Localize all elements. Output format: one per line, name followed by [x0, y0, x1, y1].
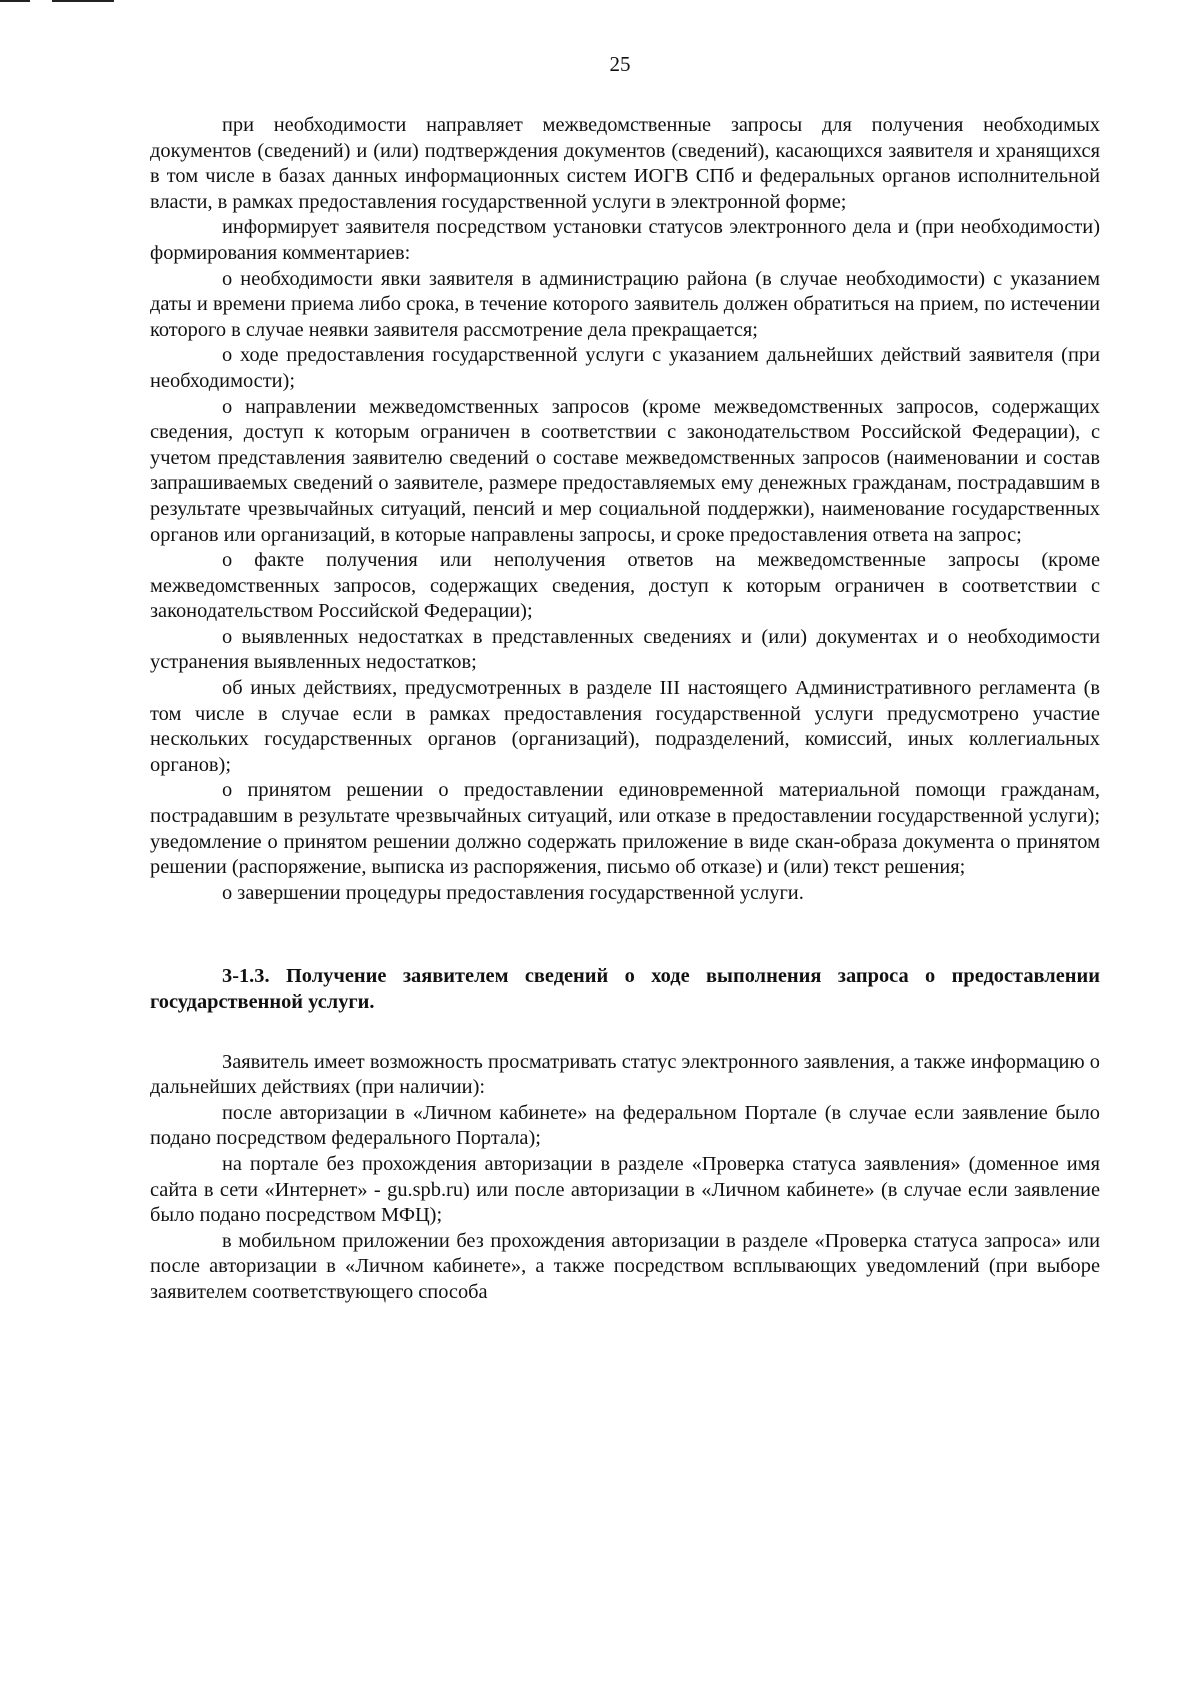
scan-corner-mark: [0, 0, 120, 3]
body-paragraph: о выявленных недостатках в представленных сведениях и (или) документах и о необходимости устранения выявленных недостатков;: [150, 625, 1100, 674]
body-paragraph: об иных действиях, предусмотренных в разделе III настоящего Административного регламента (в том числе в случае если в рамках предоставления государственной услуги предусмотрено участие нескольких государственных органов (организаций), подразделений, комиссий, иных коллегиальных органов);: [150, 677, 1100, 776]
body-paragraph: о необходимости явки заявителя в администрацию района (в случае необходимости) с указанием даты и времени приема либо срока, в течение которого заявитель должен обратиться на прием, по истечении которого в случае неявки заявителя рассмотрение дела прекращается;: [150, 267, 1100, 341]
body-paragraph: о завершении процедуры предоставления государственной услуги.: [222, 881, 804, 904]
body-paragraph: после авторизации в «Личном кабинете» на федеральном Портале (в случае если заявление было подано посредством федерального Портала);: [150, 1101, 1100, 1150]
scan-corner-mark-segment: [0, 0, 30, 2]
section-heading: 3-1.3. Получение заявителем сведений о ходе выполнения запроса о предоставлении государственной услуги.: [150, 965, 1100, 1013]
body-paragraph: Заявитель имеет возможность просматривать статус электронного заявления, а также информацию о дальнейших действиях (при наличии):: [150, 1050, 1100, 1099]
body-paragraph: о ходе предоставления государственной услуги с указанием дальнейших действий заявителя (при необходимости);: [150, 344, 1100, 392]
body-paragraph: о направлении межведомственных запросов (кроме межведомственных запросов, содержащих сведения, доступ к которым ограничен в соответствии с законодательством Российской Федерации), с учетом представления заявителю сведений о составе межведомственных запросов (наименовании и состав запрашиваемых сведений о заявителе, размере предоставляемых ему денежных гражданам, пострадавшим в результате чрезвычайных ситуаций, пенсий и мер социальной поддержки), наименование государственных органов или организаций, в которые направлены запросы, и сроке предоставления ответа на запрос;: [150, 395, 1100, 546]
scan-corner-mark-segment: [52, 0, 114, 2]
body-paragraph: информирует заявителя посредством установки статусов электронного дела и (при необходимости) формирования комментариев:: [150, 216, 1100, 264]
body-paragraph: в мобильном приложении без прохождения авторизации в разделе «Проверка статуса запроса» или после авторизации в «Личном кабинете», а также посредством всплывающих уведомлений (при выборе заявителем соответствующего способа: [150, 1229, 1100, 1303]
document-body: [150, 113, 1100, 1306]
body-paragraph: на портале без прохождения авторизации в разделе «Проверка статуса заявления» (доменное имя сайта в сети «Интернет» - gu.spb.ru) или после авторизации в «Личном кабинете» (в случае если заявление было подано посредством МФЦ);: [150, 1152, 1100, 1227]
body-paragraph: о принятом решении о предоставлении единовременной материальной помощи гражданам, пострадавшим в результате чрезвычайных ситуаций, или отказе в предоставлении государственной услуги); уведомление о принятом решении должно содержать приложение в виде скан-образа документа о принятом решении (распоряжение, выписка из распоряжения, письмо об отказе) и (или) текст решения;: [150, 779, 1100, 879]
page-number: 25: [609, 52, 631, 76]
body-paragraph: о факте получения или неполучения ответов на межведомственные запросы (кроме межведомственных запросов, содержащих сведения, доступ к которым ограничен в соответствии с законодательством Российской Федерации);: [150, 549, 1100, 623]
body-paragraph: при необходимости направляет межведомственные запросы для получения необходимых документов (сведений) и (или) подтверждения документов (сведений), касающихся заявителя и хранящихся в том числе в базах данных информационных систем ИОГВ СПб и федеральных органов исполнительной власти, в рамках предоставления государственной услуги в электронной форме;: [150, 114, 1100, 213]
